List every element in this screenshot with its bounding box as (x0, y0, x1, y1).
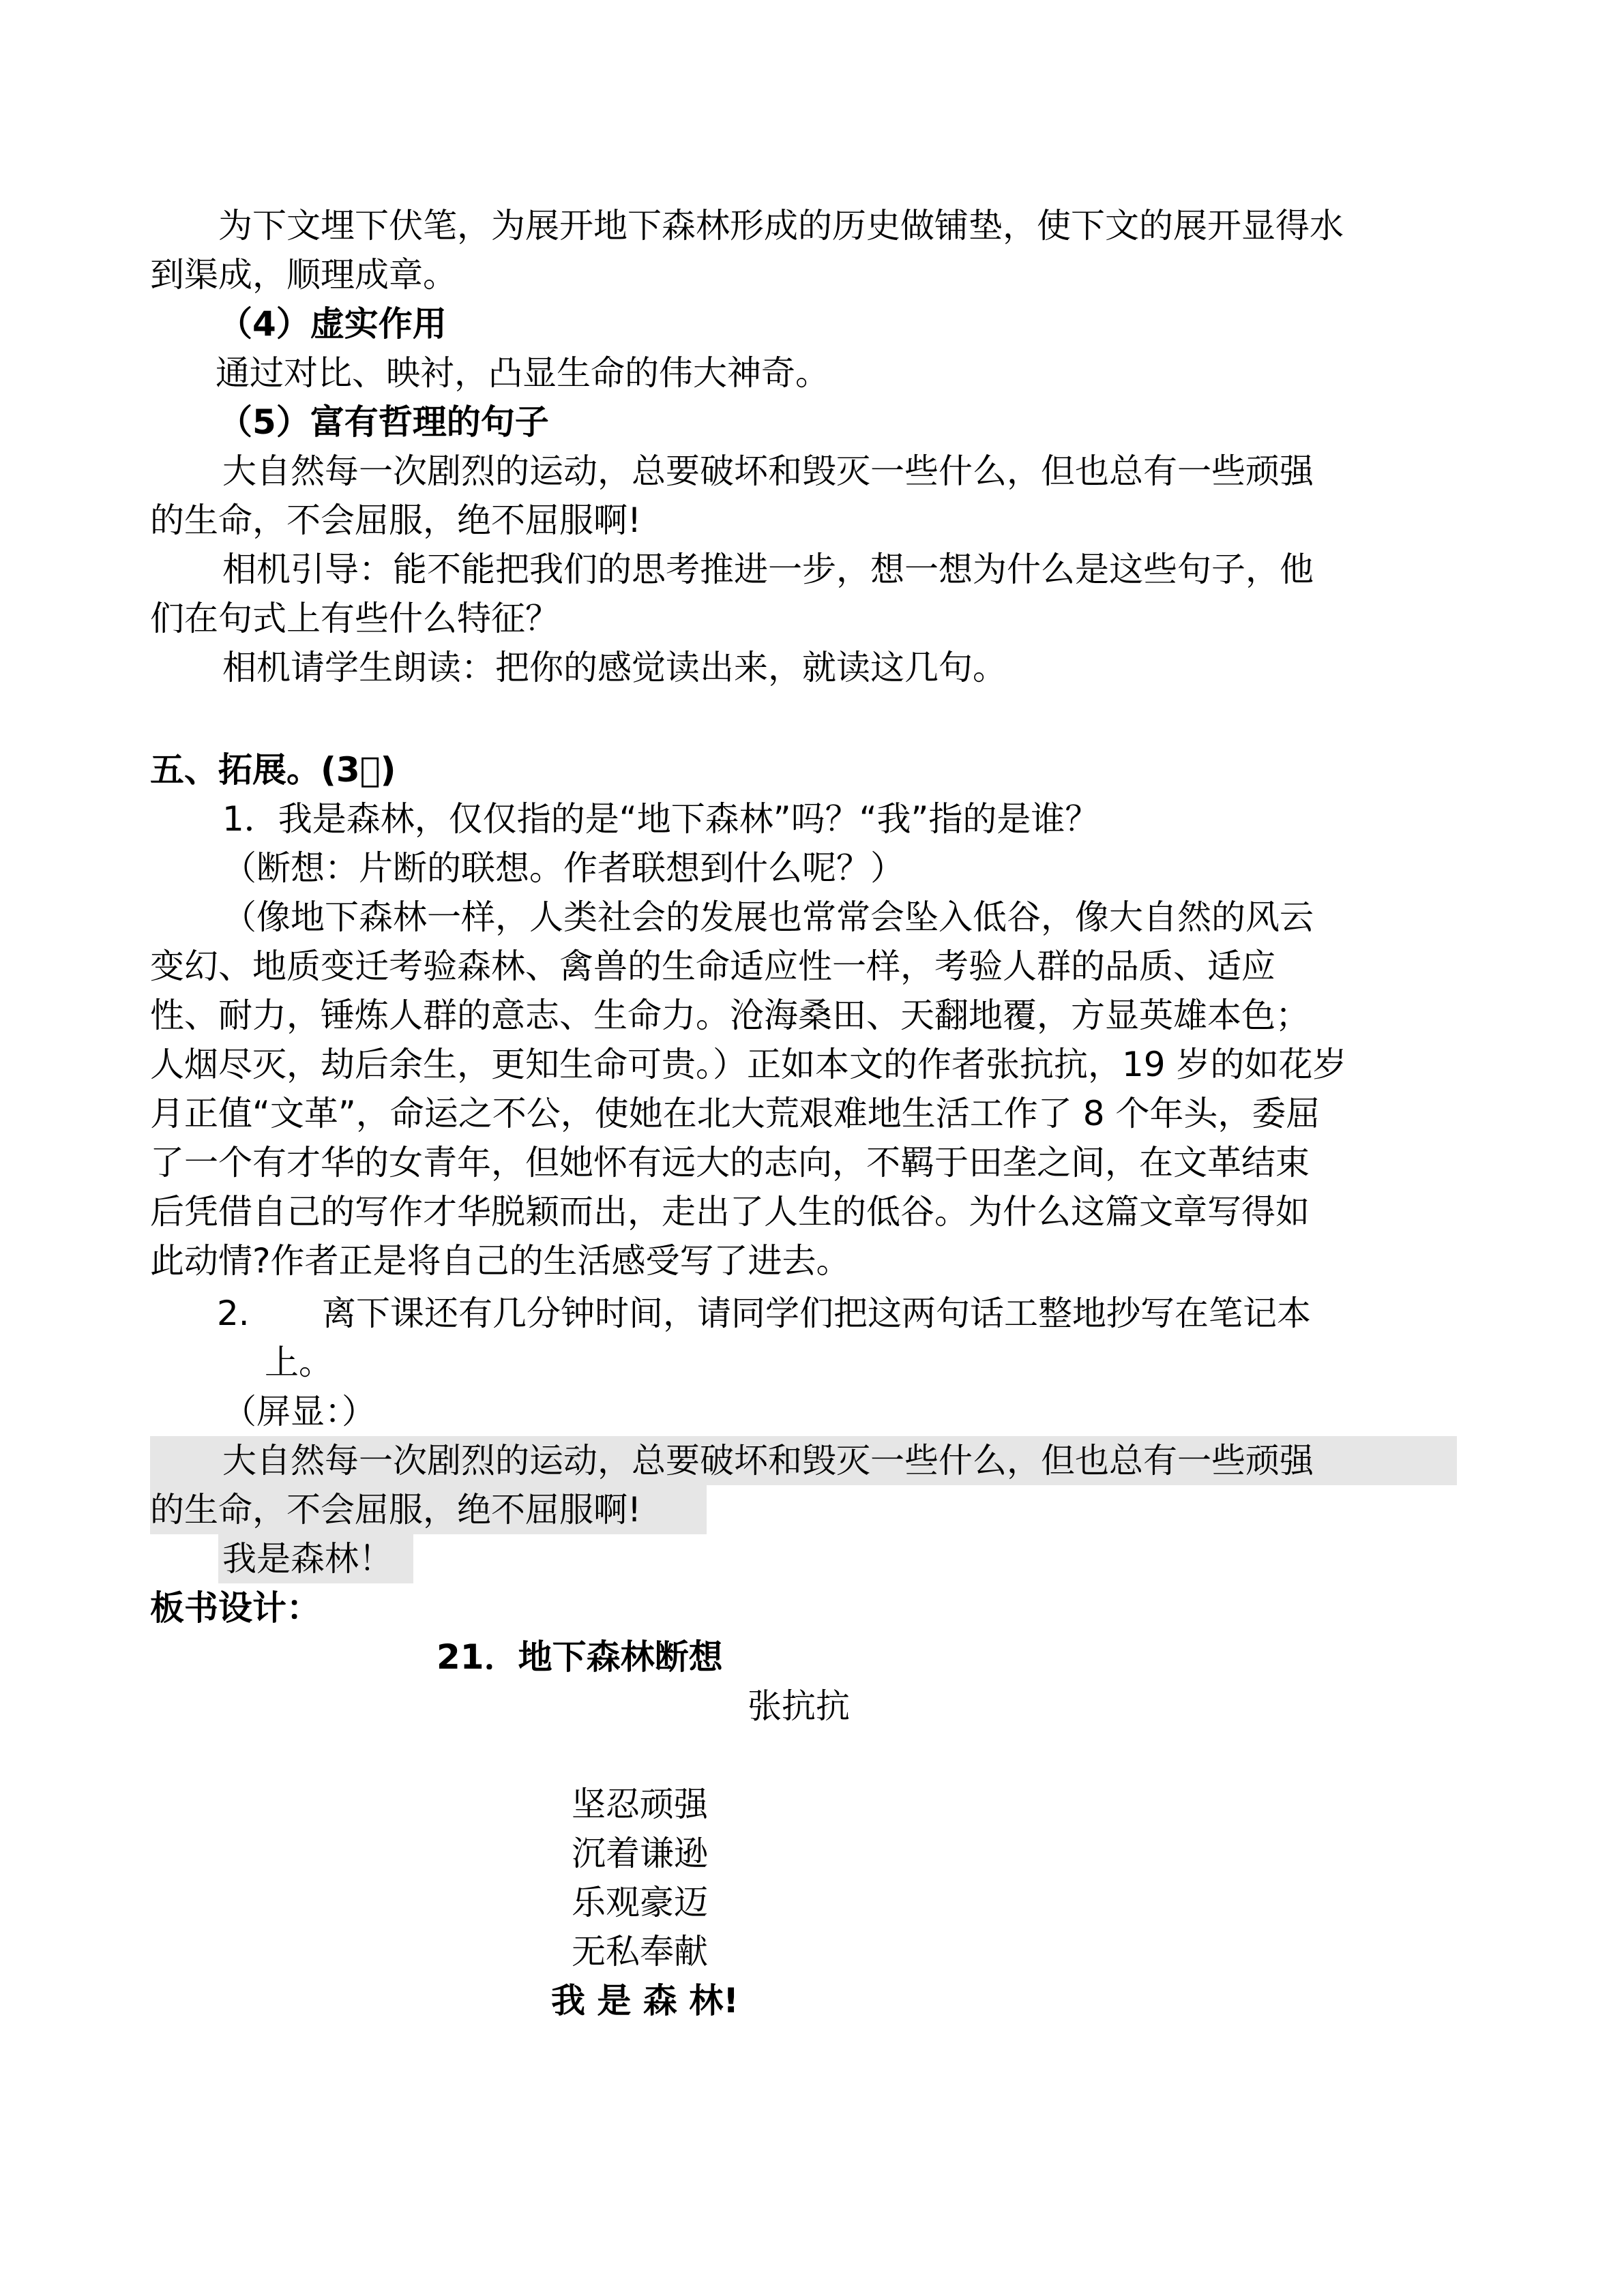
board-motto: 我 是 森 林! (551, 1981, 739, 2021)
expand-heading: 五、拓展。(3 ) (150, 750, 396, 790)
expand-question-2-line-1: 离下课还有几分钟时间，请同学们把这两句话工整地抄写在笔记本 (322, 1294, 1311, 1333)
expand-paragraph-line-5: 月正值“文革”，命运之不公，使她在北大荒艰难地生活工作了 8 个年头，委屈 (150, 1094, 1320, 1133)
board-item: 坚忍顽强 (572, 1785, 708, 1824)
screen-label: （屏显：） (222, 1392, 376, 1431)
section-5-p2-line-2: 们在句式上有些什么特征？ (150, 599, 559, 638)
expand-question-1: 1．我是森林，仅仅指的是“地下森林”吗？“我”指的是谁？ (222, 799, 1099, 839)
section-5-heading: （5）富有哲理的句子 (218, 402, 549, 442)
expand-paragraph-line-1: （像地下森林一样，人类社会的发展也常常会坠入低谷，像大自然的风云 (222, 897, 1314, 937)
board-item: 沉着谦逊 (572, 1834, 708, 1873)
board-title: 21．地下森林断想 (437, 1637, 723, 1677)
section-4-heading: （4）虚实作用 (218, 304, 447, 344)
highlighted-quote-line-1: 大自然每一次剧烈的运动，总要破坏和毁灭一些什么，但也总有一些顽强 (150, 1436, 1457, 1485)
section-5-p1-line-1: 大自然每一次剧烈的运动，总要破坏和毁灭一些什么，但也总有一些顽强 (222, 451, 1314, 491)
board-author: 张抗抗 (748, 1686, 850, 1726)
section-4-text: 通过对比、映衬，凸显生命的伟大神奇。 (216, 353, 829, 393)
board-heading: 板书设计： (150, 1588, 321, 1628)
expand-paragraph-line-7: 后凭借自己的写作才华脱颖而出，走出了人生的低谷。为什么这篇文章写得如 (150, 1192, 1310, 1232)
expand-paragraph-line-2: 变幻、地质变迁考验森林、禽兽的生命适应性一样，考验人群的品质、适应 (150, 946, 1275, 986)
section-5-p2-line-1: 相机引导：能不能把我们的思考推进一步，想一想为什么是这些句子，他 (222, 550, 1314, 589)
expand-question-2-number: 2. (217, 1294, 250, 1333)
section-5-p1-line-2: 的生命，不会屈服，绝不屈服啊! (150, 501, 642, 540)
expand-question-2-line-2: 上。 (265, 1343, 333, 1382)
highlighted-quote-line-3: 我是森林！ (218, 1534, 413, 1583)
highlighted-quote-line-2: 的生命，不会屈服，绝不屈服啊! (150, 1485, 707, 1534)
board-item: 无私奉献 (572, 1932, 708, 1971)
intro-line-1: 为下文埋下伏笔，为展开地下森林形成的历史做铺垫，使下文的展开显得水 (218, 206, 1344, 245)
expand-paragraph-line-6: 了一个有才华的女青年，但她怀有远大的志向，不羁于田垄之间，在文革结束 (150, 1143, 1310, 1182)
board-item: 乐观豪迈 (572, 1883, 708, 1922)
expand-paragraph-line-8: 此动情?作者正是将自己的生活感受写了进去。 (150, 1241, 851, 1281)
section-5-p3: 相机请学生朗读：把你的感觉读出来，就读这几句。 (222, 648, 1007, 687)
intro-line-2: 到渠成，顺理成章。 (150, 255, 457, 295)
expand-paragraph-line-3: 性、耐力，锤炼人群的意志、生命力。沧海桑田、天翻地覆，方显英雄本色； (150, 996, 1310, 1035)
expand-paragraph-line-4: 人烟尽灭，劫后余生，更知生命可贵。）正如本文的作者张抗抗，19 岁的如花岁 (150, 1045, 1347, 1084)
expand-question-1-note: （断想：片断的联想。作者联想到什么呢？） (222, 848, 904, 888)
